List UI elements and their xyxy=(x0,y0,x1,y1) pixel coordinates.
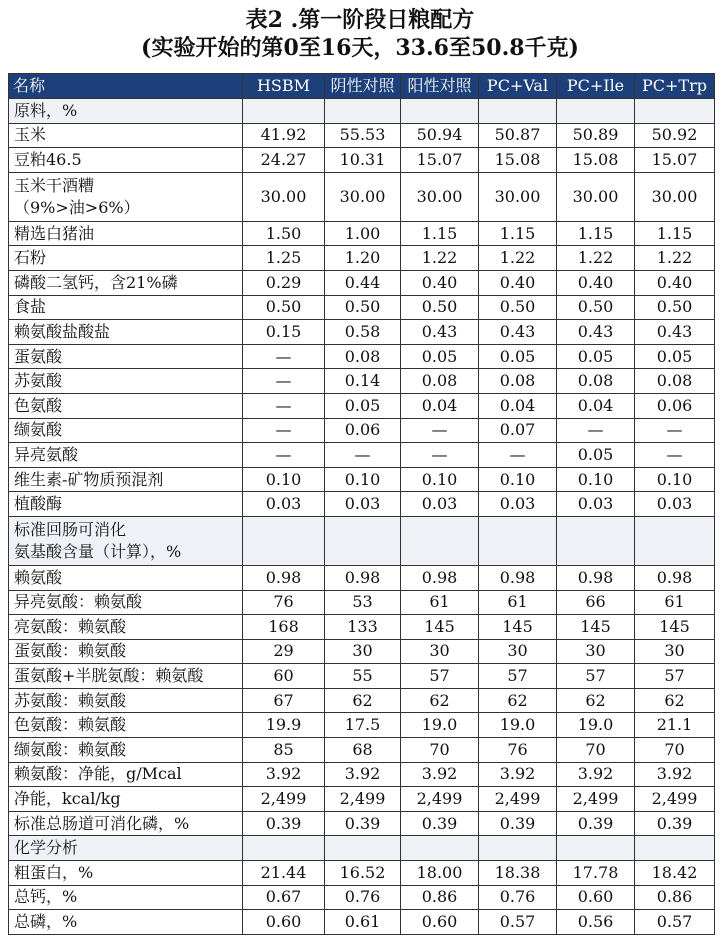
table-cell xyxy=(243,99,325,124)
table-cell xyxy=(557,99,635,124)
table-cell: — xyxy=(479,443,557,468)
table-row xyxy=(9,910,715,935)
table-cell: 61 xyxy=(401,590,479,615)
table-row xyxy=(9,320,715,345)
table-cell: 0.39 xyxy=(635,811,715,836)
row-label: 原料，% xyxy=(9,99,243,124)
table-row xyxy=(9,418,715,443)
table-cell: — xyxy=(243,443,325,468)
table-cell: 30 xyxy=(401,639,479,664)
table-row xyxy=(9,344,715,369)
table-cell: — xyxy=(401,418,479,443)
table-cell: 0.98 xyxy=(401,565,479,590)
table-cell: 3.92 xyxy=(401,762,479,787)
row-label: 赖氨酸盐酸盐 xyxy=(9,320,243,345)
table-cell: 19.0 xyxy=(479,713,557,738)
table-cell: 145 xyxy=(479,615,557,640)
table-cell: 0.10 xyxy=(325,467,401,492)
table-cell: 17.78 xyxy=(557,861,635,886)
table-cell: 168 xyxy=(243,615,325,640)
table-cell: 18.38 xyxy=(479,861,557,886)
table-cell: 0.04 xyxy=(401,393,479,418)
table-cell: — xyxy=(243,369,325,394)
table-cell: 0.40 xyxy=(635,270,715,295)
table-row xyxy=(9,270,715,295)
table-cell: 145 xyxy=(401,615,479,640)
table-cell: 0.08 xyxy=(479,369,557,394)
table-cell: 15.07 xyxy=(401,148,479,173)
row-label: 色氨酸：赖氨酸 xyxy=(9,713,243,738)
table-cell: 0.10 xyxy=(479,467,557,492)
table-row xyxy=(9,787,715,812)
table-cell: 21.44 xyxy=(243,861,325,886)
column-header: PC+Ile xyxy=(557,74,635,99)
table-cell: 0.08 xyxy=(557,369,635,394)
table-cell xyxy=(635,99,715,124)
table-cell: 50.92 xyxy=(635,123,715,148)
table-cell: 1.22 xyxy=(557,246,635,271)
table-row xyxy=(9,221,715,246)
row-label: 总磷，% xyxy=(9,910,243,935)
table-cell: — xyxy=(401,443,479,468)
row-label: 豆粕46.5 xyxy=(9,148,243,173)
table-cell: 62 xyxy=(479,688,557,713)
section-row xyxy=(9,99,715,124)
table-cell: 16.52 xyxy=(325,861,401,886)
table-cell: 0.98 xyxy=(479,565,557,590)
table-cell: 0.08 xyxy=(401,369,479,394)
table-cell: 0.05 xyxy=(401,344,479,369)
row-label: 赖氨酸：净能，g/Mcal xyxy=(9,762,243,787)
table-cell: 0.67 xyxy=(243,885,325,910)
row-label xyxy=(9,172,243,221)
table-row xyxy=(9,738,715,763)
table-cell xyxy=(635,836,715,861)
table-cell: 1.15 xyxy=(557,221,635,246)
table-cell: 0.43 xyxy=(557,320,635,345)
table-cell: 68 xyxy=(325,738,401,763)
table-cell: 0.43 xyxy=(401,320,479,345)
table-cell: 1.15 xyxy=(479,221,557,246)
table-cell: 2,499 xyxy=(243,787,325,812)
row-label-line: 标准回肠可消化 xyxy=(14,519,127,539)
table-cell: 0.03 xyxy=(557,492,635,517)
table-cell: 0.05 xyxy=(557,344,635,369)
table-cell: 0.06 xyxy=(325,418,401,443)
row-label: 净能，kcal/kg xyxy=(9,787,243,812)
table-cell: 15.08 xyxy=(557,148,635,173)
row-label: 维生素-矿物质预混剂 xyxy=(9,467,243,492)
table-row xyxy=(9,123,715,148)
table-cell: 0.60 xyxy=(401,910,479,935)
table-cell: 55 xyxy=(325,664,401,689)
table-row xyxy=(9,246,715,271)
table-cell: 0.50 xyxy=(243,295,325,320)
table-cell: 17.5 xyxy=(325,713,401,738)
table-cell: — xyxy=(243,344,325,369)
table-row xyxy=(9,590,715,615)
table-row xyxy=(9,467,715,492)
row-label-line: 氨基酸含量（计算），% xyxy=(14,541,182,561)
row-label: 石粉 xyxy=(9,246,243,271)
column-header: 阴性对照 xyxy=(325,74,401,99)
diet-formulation-table xyxy=(8,73,715,935)
table-cell xyxy=(325,99,401,124)
table-cell: 66 xyxy=(557,590,635,615)
table-cell: 85 xyxy=(243,738,325,763)
row-label: 蛋氨酸 xyxy=(9,344,243,369)
row-label: 苏氨酸：赖氨酸 xyxy=(9,688,243,713)
table-cell: 30 xyxy=(557,639,635,664)
table-subtitle: (实验开始的第0至16天，33.6至50.8千克) xyxy=(141,35,579,61)
table-cell: 0.04 xyxy=(557,393,635,418)
table-cell: 0.39 xyxy=(479,811,557,836)
table-cell: 0.08 xyxy=(635,369,715,394)
table-cell: 57 xyxy=(479,664,557,689)
table-cell: 0.39 xyxy=(401,811,479,836)
table-cell: 62 xyxy=(557,688,635,713)
table-row xyxy=(9,762,715,787)
table-cell xyxy=(479,516,557,565)
table-cell: 30.00 xyxy=(479,172,557,221)
table-cell: 0.10 xyxy=(557,467,635,492)
section-row xyxy=(9,516,715,565)
table-cell: 57 xyxy=(401,664,479,689)
table-cell: 133 xyxy=(325,615,401,640)
table-cell: 62 xyxy=(401,688,479,713)
table-row xyxy=(9,861,715,886)
row-label: 玉米 xyxy=(9,123,243,148)
table-row xyxy=(9,172,715,221)
table-cell: 3.92 xyxy=(635,762,715,787)
table-cell: 0.50 xyxy=(635,295,715,320)
table-cell: 70 xyxy=(401,738,479,763)
table-cell: 0.50 xyxy=(401,295,479,320)
table-cell: 0.08 xyxy=(325,344,401,369)
table-cell xyxy=(401,99,479,124)
row-label: 蛋氨酸：赖氨酸 xyxy=(9,639,243,664)
table-cell: 0.86 xyxy=(635,885,715,910)
column-header: PC+Trp xyxy=(635,74,715,99)
row-label: 赖氨酸 xyxy=(9,565,243,590)
table-cell: 30.00 xyxy=(401,172,479,221)
table-cell: 61 xyxy=(635,590,715,615)
row-label: 化学分析 xyxy=(9,836,243,861)
table-cell: 57 xyxy=(635,664,715,689)
row-label: 植酸酶 xyxy=(9,492,243,517)
table-cell: 0.07 xyxy=(479,418,557,443)
table-cell: 0.50 xyxy=(325,295,401,320)
table-cell: 41.92 xyxy=(243,123,325,148)
table-cell: — xyxy=(243,393,325,418)
table-cell: 62 xyxy=(325,688,401,713)
table-cell: 0.05 xyxy=(479,344,557,369)
row-label: 异亮氨酸 xyxy=(9,443,243,468)
table-cell: 76 xyxy=(243,590,325,615)
table-cell: 0.43 xyxy=(479,320,557,345)
table-cell: 0.05 xyxy=(557,443,635,468)
table-cell: — xyxy=(635,418,715,443)
table-cell: 0.03 xyxy=(635,492,715,517)
table-cell: 0.05 xyxy=(635,344,715,369)
table-cell: 145 xyxy=(557,615,635,640)
table-cell: 0.57 xyxy=(479,910,557,935)
table-cell xyxy=(557,836,635,861)
table-cell: 3.92 xyxy=(479,762,557,787)
table-cell: 0.60 xyxy=(557,885,635,910)
table-cell: 0.05 xyxy=(325,393,401,418)
table-row xyxy=(9,688,715,713)
table-cell: 2,499 xyxy=(557,787,635,812)
table-cell xyxy=(557,516,635,565)
table-cell: 0.29 xyxy=(243,270,325,295)
table-cell: 76 xyxy=(479,738,557,763)
table-cell: 0.76 xyxy=(325,885,401,910)
table-row xyxy=(9,885,715,910)
table-cell xyxy=(401,516,479,565)
table-cell: 30 xyxy=(479,639,557,664)
section-row xyxy=(9,836,715,861)
table-cell: 0.03 xyxy=(401,492,479,517)
table-cell: — xyxy=(325,443,401,468)
table-cell: 0.76 xyxy=(479,885,557,910)
table-cell xyxy=(479,836,557,861)
table-cell: 0.50 xyxy=(557,295,635,320)
table-cell: 0.03 xyxy=(243,492,325,517)
row-label xyxy=(9,516,243,565)
row-label: 亮氨酸：赖氨酸 xyxy=(9,615,243,640)
table-cell: 57 xyxy=(557,664,635,689)
row-label-line: 玉米干酒糟 xyxy=(14,175,95,195)
table-cell: — xyxy=(243,418,325,443)
table-cell: 70 xyxy=(557,738,635,763)
table-cell: 0.40 xyxy=(557,270,635,295)
table-row xyxy=(9,148,715,173)
row-label-line: （9%>油>6%） xyxy=(14,197,140,217)
table-cell: 0.15 xyxy=(243,320,325,345)
table-cell: 61 xyxy=(479,590,557,615)
table-cell: 0.10 xyxy=(243,467,325,492)
column-header: PC+Val xyxy=(479,74,557,99)
table-cell: 19.9 xyxy=(243,713,325,738)
table-cell: 0.14 xyxy=(325,369,401,394)
table-cell: 145 xyxy=(635,615,715,640)
table-cell: 55.53 xyxy=(325,123,401,148)
table-row xyxy=(9,393,715,418)
table-cell: 30.00 xyxy=(557,172,635,221)
column-header: 名称 xyxy=(9,74,243,99)
table-cell: 0.40 xyxy=(479,270,557,295)
title-block xyxy=(0,0,720,64)
table-cell: 0.03 xyxy=(325,492,401,517)
table-cell: 15.07 xyxy=(635,148,715,173)
table-cell: 3.92 xyxy=(325,762,401,787)
table-cell: — xyxy=(635,443,715,468)
table-cell: 0.98 xyxy=(243,565,325,590)
table-cell: 50.94 xyxy=(401,123,479,148)
table-cell: 3.92 xyxy=(243,762,325,787)
table-cell: 2,499 xyxy=(479,787,557,812)
table-cell: 3.92 xyxy=(557,762,635,787)
row-label: 异亮氨酸：赖氨酸 xyxy=(9,590,243,615)
table-cell: 0.98 xyxy=(635,565,715,590)
table-cell: 0.44 xyxy=(325,270,401,295)
table-cell xyxy=(243,516,325,565)
table-title: 表2 .第一阶段日粮配方 xyxy=(245,7,475,33)
row-label: 总钙，% xyxy=(9,885,243,910)
row-label: 精选白猪油 xyxy=(9,221,243,246)
table-cell: 18.42 xyxy=(635,861,715,886)
table-cell: 0.61 xyxy=(325,910,401,935)
table-cell: 60 xyxy=(243,664,325,689)
row-label: 标准总肠道可消化磷，% xyxy=(9,811,243,836)
table-row xyxy=(9,713,715,738)
table-cell: 0.10 xyxy=(401,467,479,492)
row-label: 粗蛋白，% xyxy=(9,861,243,886)
table-cell: 50.87 xyxy=(479,123,557,148)
table-cell: 19.0 xyxy=(401,713,479,738)
table-cell: 62 xyxy=(635,688,715,713)
table-cell xyxy=(325,516,401,565)
table-cell: 0.50 xyxy=(479,295,557,320)
table-cell: 24.27 xyxy=(243,148,325,173)
table-row xyxy=(9,565,715,590)
table-cell: 0.04 xyxy=(479,393,557,418)
table-cell: 1.00 xyxy=(325,221,401,246)
table-cell: 30 xyxy=(325,639,401,664)
table-cell: 1.15 xyxy=(635,221,715,246)
table-cell: 0.56 xyxy=(557,910,635,935)
table-cell: 1.25 xyxy=(243,246,325,271)
table-cell: 0.43 xyxy=(635,320,715,345)
table-cell: 21.1 xyxy=(635,713,715,738)
table-cell: 2,499 xyxy=(635,787,715,812)
table-cell: 0.39 xyxy=(325,811,401,836)
table-cell: 0.06 xyxy=(635,393,715,418)
table-cell: 0.39 xyxy=(557,811,635,836)
row-label: 蛋氨酸+半胱氨酸：赖氨酸 xyxy=(9,664,243,689)
table-cell: 19.0 xyxy=(557,713,635,738)
table-cell: 0.57 xyxy=(635,910,715,935)
table-cell: 70 xyxy=(635,738,715,763)
table-cell: 30.00 xyxy=(325,172,401,221)
table-cell: 53 xyxy=(325,590,401,615)
table-cell xyxy=(243,836,325,861)
table-row xyxy=(9,811,715,836)
table-row xyxy=(9,664,715,689)
row-label: 磷酸二氢钙，含21%磷 xyxy=(9,270,243,295)
table-row xyxy=(9,295,715,320)
table-row xyxy=(9,639,715,664)
row-label: 色氨酸 xyxy=(9,393,243,418)
table-row xyxy=(9,369,715,394)
table-cell: 0.98 xyxy=(325,565,401,590)
table-cell: 0.60 xyxy=(243,910,325,935)
table-cell: 1.20 xyxy=(325,246,401,271)
table-cell xyxy=(635,516,715,565)
table-cell: 2,499 xyxy=(401,787,479,812)
table-cell: 15.08 xyxy=(479,148,557,173)
table-cell: 10.31 xyxy=(325,148,401,173)
row-label: 缬氨酸 xyxy=(9,418,243,443)
table-cell: 18.00 xyxy=(401,861,479,886)
column-header: HSBM xyxy=(243,74,325,99)
table-cell: 0.40 xyxy=(401,270,479,295)
table-cell: 30 xyxy=(635,639,715,664)
table-cell: 0.10 xyxy=(635,467,715,492)
row-label: 苏氨酸 xyxy=(9,369,243,394)
table-cell: 1.50 xyxy=(243,221,325,246)
table-cell xyxy=(479,99,557,124)
table-cell: 0.98 xyxy=(557,565,635,590)
table-cell: 0.03 xyxy=(479,492,557,517)
table-cell: 0.39 xyxy=(243,811,325,836)
table-cell: 1.15 xyxy=(401,221,479,246)
table-cell: 30.00 xyxy=(243,172,325,221)
table-header-row xyxy=(9,74,715,99)
table-cell: 29 xyxy=(243,639,325,664)
table-row xyxy=(9,443,715,468)
table-cell: 50.89 xyxy=(557,123,635,148)
column-header: 阳性对照 xyxy=(401,74,479,99)
table-cell: 67 xyxy=(243,688,325,713)
table-cell: 1.22 xyxy=(479,246,557,271)
table-cell: 0.86 xyxy=(401,885,479,910)
table-cell xyxy=(401,836,479,861)
row-label: 食盐 xyxy=(9,295,243,320)
table-row xyxy=(9,615,715,640)
table-cell: 30.00 xyxy=(635,172,715,221)
table-cell xyxy=(325,836,401,861)
table-cell: — xyxy=(557,418,635,443)
table-cell: 2,499 xyxy=(325,787,401,812)
table-cell: 1.22 xyxy=(401,246,479,271)
table-row xyxy=(9,492,715,517)
row-label: 缬氨酸：赖氨酸 xyxy=(9,738,243,763)
table-cell: 1.22 xyxy=(635,246,715,271)
table-cell: 0.58 xyxy=(325,320,401,345)
